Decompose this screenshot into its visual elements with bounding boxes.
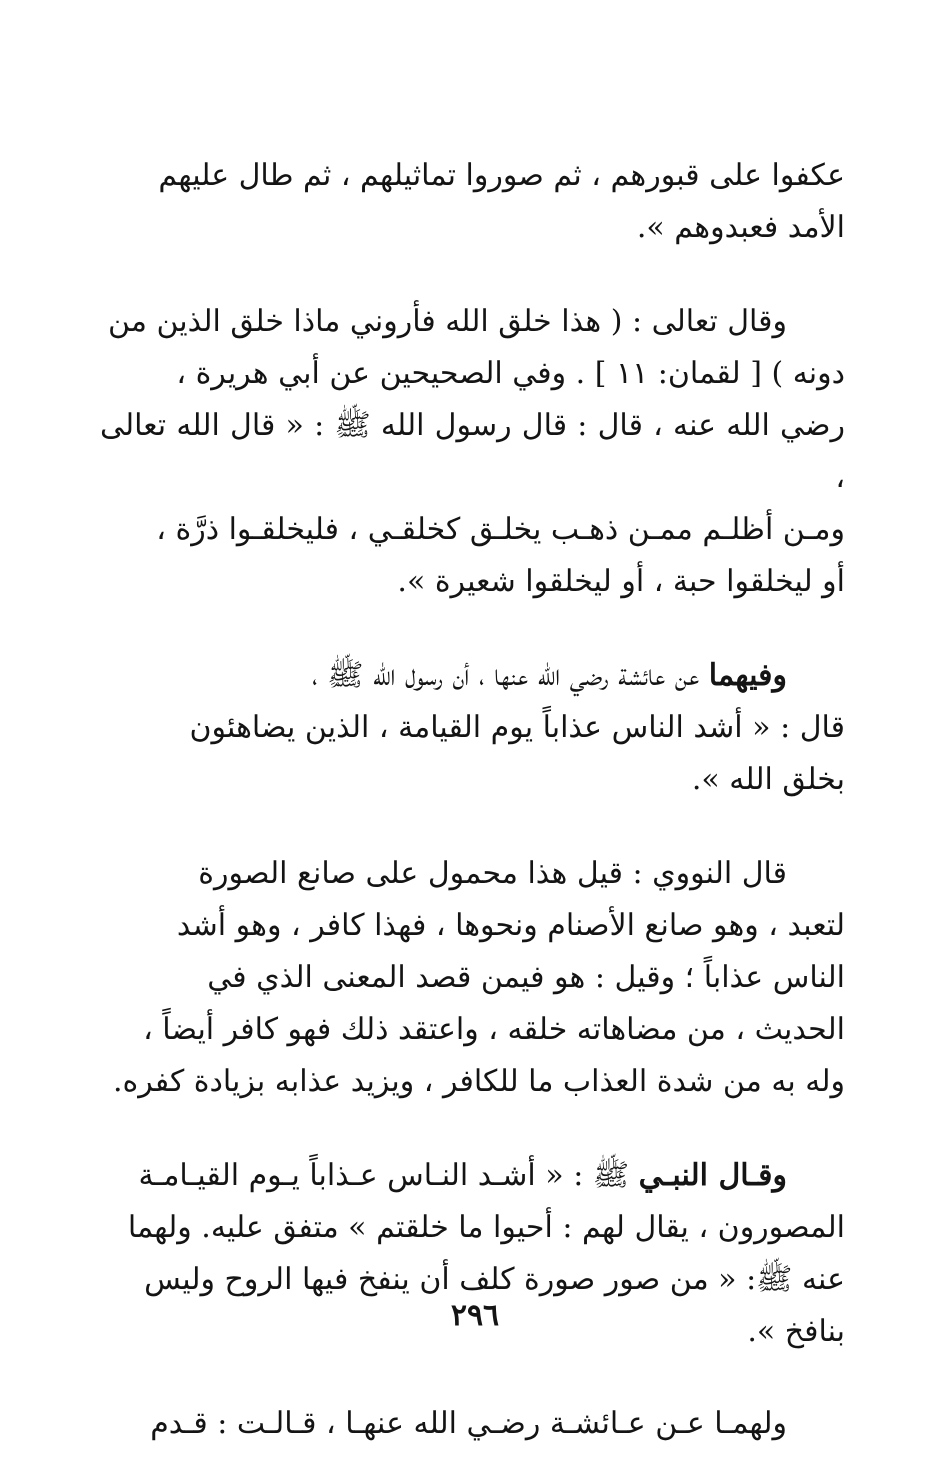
text-line: قال : « أشد الناس عذاباً يوم القيامة ، الذين يضاهئون — [189, 710, 845, 745]
text-line — [100, 296, 845, 348]
text-line-content: ﷺ : « أشـد النـاس عـذاباً يـوم القيـامـة — [138, 1158, 639, 1193]
text-line: المصورون ، يقال لهم : أحيوا ما خلقتم » متفق عليه. ولهما — [127, 1210, 845, 1245]
paragraph-4 — [100, 848, 845, 1108]
paragraph-1 — [100, 150, 845, 254]
text-line-content: وقال تعالى : ( هذا خلق الله فأروني ماذا خلق الذين من — [108, 304, 787, 339]
bold-lead-word: وقـال النبـي — [638, 1158, 787, 1193]
text-line: الأمد فعبدوهم ». — [636, 210, 845, 245]
page-number: ٢٩٦ — [450, 1298, 500, 1333]
text-line-content: عن عائشة رضي الله عنها ، أن رسول الله ﷺ ، — [312, 658, 709, 693]
text-line: وله به من شدة العذاب ما للكافر ، ويزيد عذابه بزيادة كفره. — [112, 1064, 845, 1099]
text-line: لتعبد ، وهو صانع الأصنام ونحوها ، فهذا كافر ، وهو أشد — [176, 908, 845, 943]
text-line: الناس عذاباً ؛ وقيل : هو فيمن قصد المعنى الذي في — [207, 960, 845, 995]
text-line — [100, 848, 845, 900]
text-line-content: ولهمـا عـن عـائشـة رضـي الله عنهـا ، قـالـت : قـدم — [150, 1406, 787, 1441]
text-line-content: قال النووي : قيل هذا محمول على صانع الصورة — [198, 856, 787, 891]
text-line: رضي الله عنه ، قال : قال رسول الله ﷺ : « قال الله تعالى ، — [100, 408, 845, 495]
text-line: أو ليخلقوا حبة ، أو ليخلقوا شعيرة ». — [397, 564, 845, 599]
text-line — [100, 650, 845, 702]
text-line: عنه ﷺ: « من صور صورة كلف أن ينفخ فيها الروح وليس — [144, 1262, 845, 1297]
paragraph-2 — [100, 296, 845, 608]
paragraph-6 — [100, 1398, 845, 1450]
page-body — [100, 150, 845, 1450]
text-line: دونه ) [ لقمان: ١١ ] . وفي الصحيحين عن أبي هريرة ، — [176, 356, 845, 391]
text-line: بنافخ ». — [747, 1314, 845, 1349]
bold-lead-word: وفيهما — [708, 658, 787, 693]
text-line: الحديث ، من مضاهاته خلقه ، واعتقد ذلك فهو كافر أيضاً ، — [143, 1012, 845, 1047]
text-line — [100, 1398, 845, 1450]
text-line: عكفوا على قبورهم ، ثم صوروا تماثيلهم ، ثم طال عليهم — [158, 158, 845, 193]
text-line: ومـن أظلـم ممـن ذهـب يخلـق كخلقـي ، فليخلقـوا ذرَّة ، — [156, 512, 845, 547]
text-line — [100, 1150, 845, 1202]
text-line: بخلق الله ». — [691, 762, 845, 797]
paragraph-3 — [100, 650, 845, 806]
